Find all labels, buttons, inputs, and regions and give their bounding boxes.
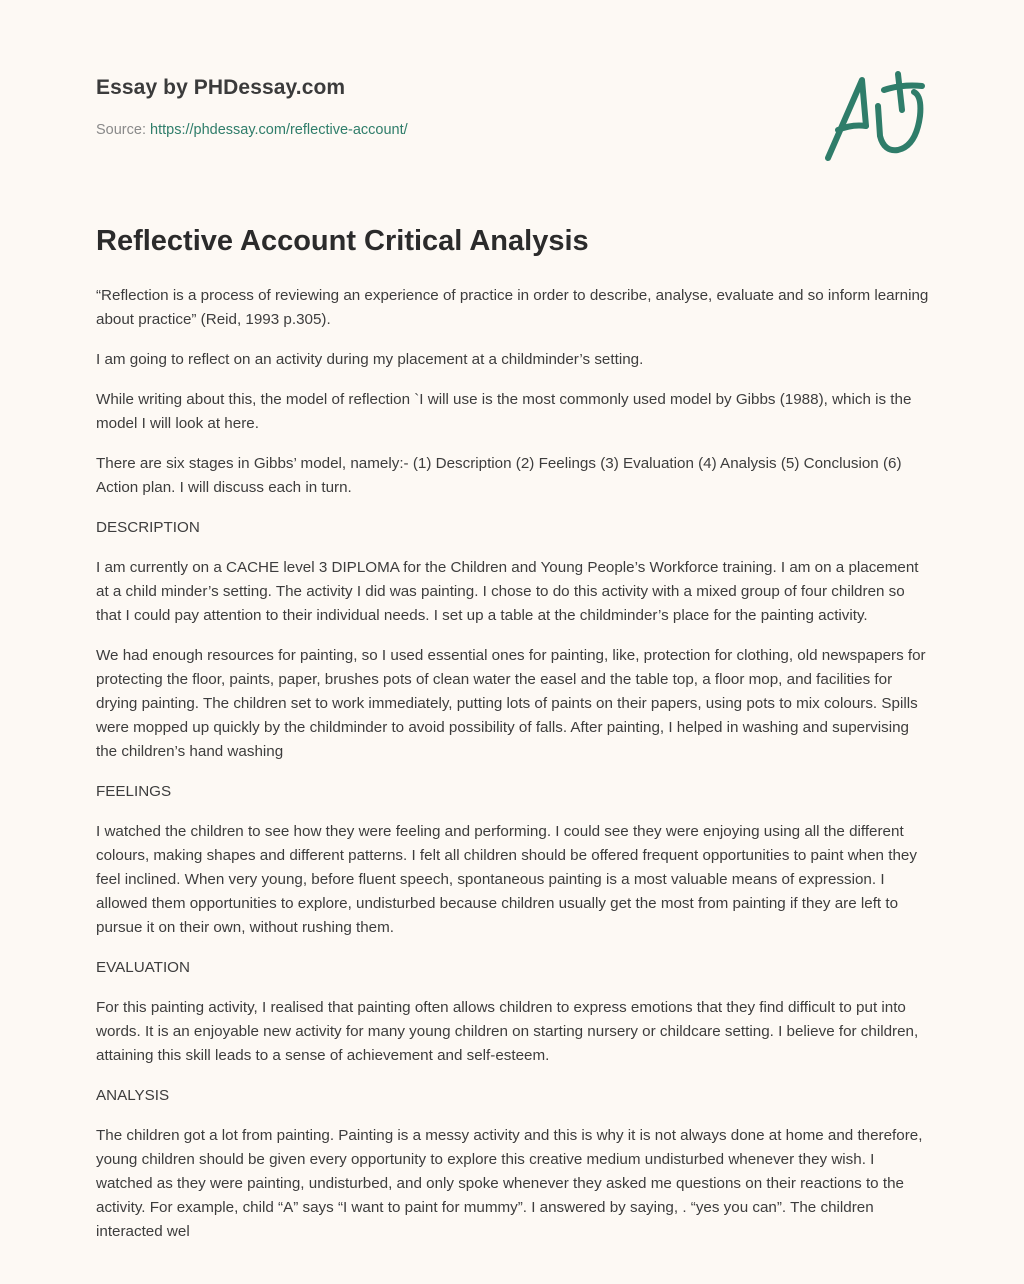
section-heading-evaluation: EVALUATION [96, 959, 190, 976]
article-body [96, 284, 930, 1260]
article-title: Reflective Account Critical Analysis [96, 225, 589, 257]
source-line [96, 122, 736, 138]
paragraph: We had enough resources for painting, so I used essential ones for painting, like, protection for clothing, old newspapers for protecting the floor, paints, paper, brushes pots of clean water the easel and the table top, a floor mop, and facilities for drying painting. The children set to work immediately, putting lots of paints on their papers, using pots to mix colours. Spills were mopped up quickly by the childminder to avoid possibility of falls. After painting, I helped in washing and supervising the children’s hand washing [96, 647, 926, 760]
section-heading-description: DESCRIPTION [96, 519, 200, 536]
section-heading-feelings: FEELINGS [96, 783, 172, 800]
paragraph: The children got a lot from painting. Painting is a messy activity and this is why it is not always done at home and therefore, young children should be given every opportunity to explore this creative medium undisturbed whenever they wish. I watched as they were painting, undisturbed, and only spoke whenever they asked me questions on their reactions to the activity. For example, child “A” says “I want to paint for mummy”. I answered by saying, . “yes you can”. The children interacted wel [96, 1127, 923, 1240]
paragraph: I watched the children to see how they were feeling and performing. I could see they were enjoying using all the different colours, making shapes and different patterns. I felt all children should be offered frequent opportunities to paint when they feel inclined. When very young, before fluent speech, spontaneous painting is a most valuable means of expression. I allowed them opportunities to explore, undisturbed because children usually get the most from painting if they are left to pursue it on their own, without rushing them. [96, 823, 917, 936]
site-header [96, 76, 736, 138]
paragraph: For this painting activity, I realised that painting often allows children to express emotions that they find difficult to put into words. It is an enjoyable new activity for many young children on starting nursery or childcare setting. I believe for children, attaining this skill leads to a sense of achievement and self-esteem. [96, 999, 919, 1064]
paragraph: There are six stages in Gibbs’ model, namely:- (1) Description (2) Feelings (3) Evaluation (4) Analysis (5) Conclusion (6) Action plan. I will discuss each in turn. [96, 455, 902, 496]
paragraph: I am currently on a CACHE level 3 DIPLOMA for the Children and Young People’s Workforce training. I am on a placement at a child minder’s setting. The activity I did was painting. I chose to do this activity with a mixed group of four children so that I could pay attention to their individual needs. I set up a table at the childminder’s place for the painting activity. [96, 559, 919, 624]
a-plus-logo-icon [818, 66, 930, 166]
paragraph: I am going to reflect on an activity during my placement at a childminder’s setting. [96, 351, 644, 368]
paragraph: While writing about this, the model of reflection `I will use is the most commonly used model by Gibbs (1988), which is the model I will look at here. [96, 391, 912, 432]
section-heading-analysis: ANALYSIS [96, 1087, 170, 1104]
source-label: Source: [96, 122, 146, 138]
source-link[interactable]: https://phdessay.com/reflective-account/ [150, 122, 408, 138]
site-title: Essay by PHDessay.com [96, 76, 346, 99]
paragraph: “Reflection is a process of reviewing an experience of practice in order to describe, analyse, evaluate and so inform learning about practice” (Reid, 1993 p.305). [96, 287, 929, 328]
